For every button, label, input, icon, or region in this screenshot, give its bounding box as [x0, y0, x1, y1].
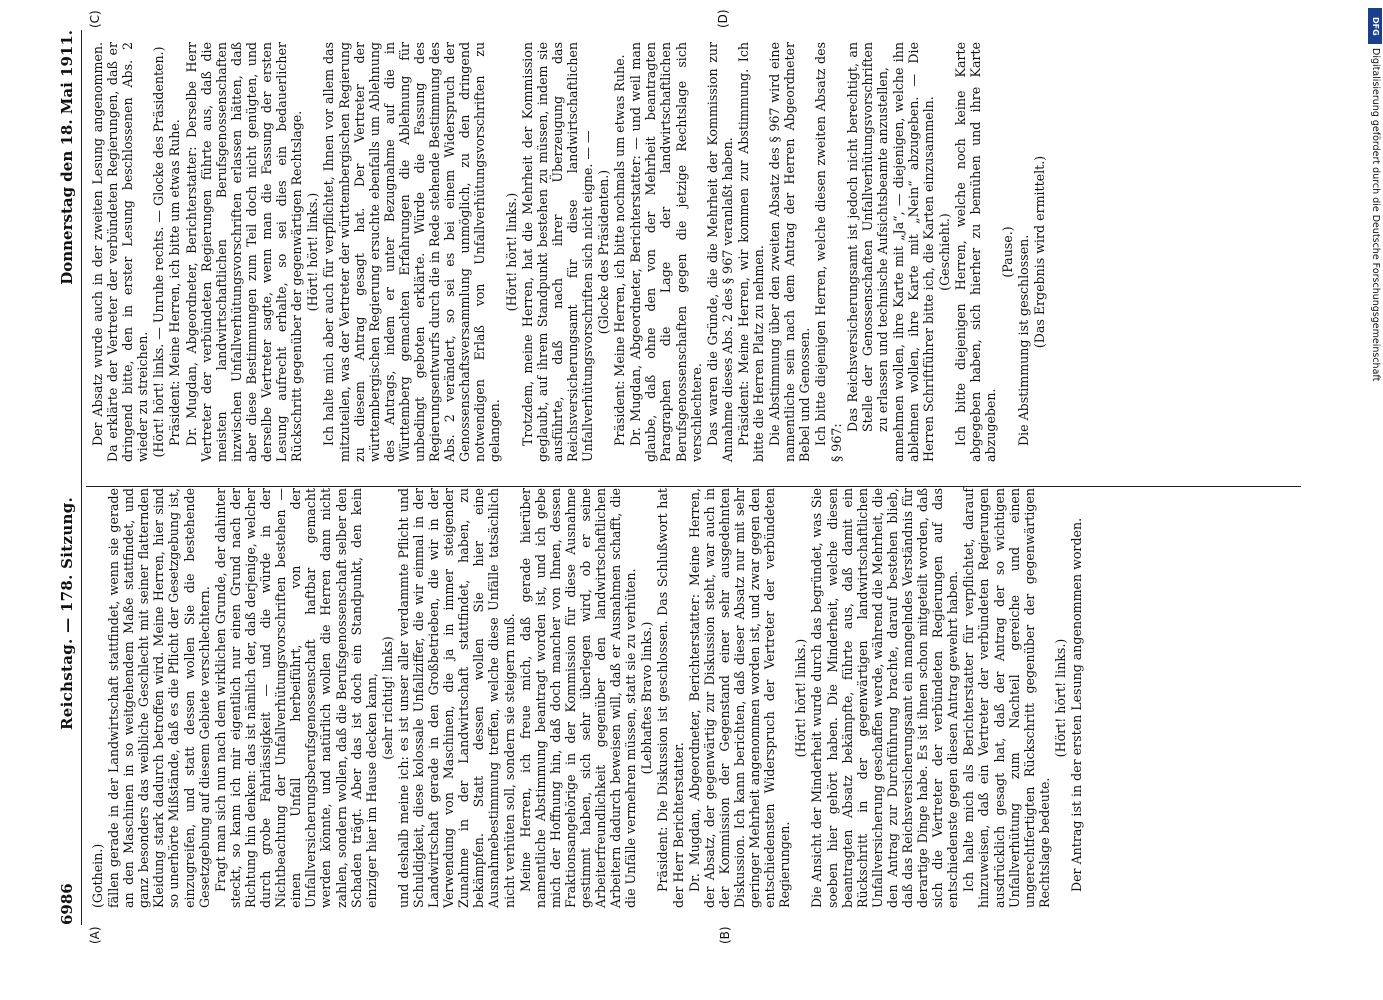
margin-mark-a: (A): [88, 926, 102, 944]
paragraph: Dr. Mugdan, Abgeordneter, Berichterstatter: — und weil man glaube, daß ohne den von der Mehrheit beantragten Paragraphen die Lage der landwirtschaftlichen Berufsgenossenschaften gegen die jetzige Rechtslage sich verschlechtere.: [628, 42, 704, 462]
paragraph: Dr. Mugdan, Abgeordneter, Berichterstatter: Derselbe Herr Vertreter der verbündeten Regierungen führte aus, daß die meisten landwirtschaftlichen Berufsgenossenschaften inzwischen Unfallverhütungsvorschriften erlassen hätten, daß aber diese Bestimmungen zum Teil doch nicht genügten, und derselbe Vertreter sagte, wenn man die Fassung der ersten Lesung aufrecht erhalte, so sei dies ein bedauerlicher Rückschritt gegenüber der gegenwärtigen Rechtslage.: [183, 42, 305, 462]
margin-mark-c: (C): [88, 10, 102, 28]
dfg-notice: [1368, 8, 1382, 768]
paragraph: fällen gerade in der Landwirtschaft stattfindet, wenn sie gerade an den Maschinen in so weitgehendem Maße stattfindet, und ganz besonders das weibliche Geschlecht mit seiner flatternden Kleidung stark dadurch betroffen wird. Meine Herren, hier sind so unerhörte Mißstände, daß es die Pflicht der Gesetzgebung ist, einzugreifen, und statt dessen wollen Sie die bestehende Gesetzgebung auf diesem Gebiete verschlechtern.: [106, 488, 212, 908]
header-rule: [81, 30, 82, 925]
president-remark: Präsident: Meine Herren, wir kommen zur Abstimmung. Ich bitte die Herren Platz zu nehmen.: [735, 42, 767, 462]
interjection: (Glocke des Präsidenten.): [596, 169, 612, 335]
margin-mark-b: (B): [718, 926, 732, 944]
interjection: (sehr richtig! links): [379, 636, 395, 760]
president-remark: Präsident: Meine Herren, ich bitte nochmals um etwas Ruhe.: [612, 54, 628, 446]
interjection: (Pause.): [999, 226, 1015, 278]
paragraph: Meine Herren, ich freue mich, daß gerade hierüber namentliche Abstimmung beantragt worden ist, und ich gebe mich der Hoffnung hin, daß doch mancher von Ihnen, dessen Fraktionsangehörige in der Kommission für diese Ausnahme gestimmt haben, sich sehr überlegen wird, ob er seine Arbeiterfreundlichkeit gegenüber den landwirtschaftlichen Arbeitern dadurch beweisen will, daß er Ausnahmen schafft, die die Unfälle vermehren müssen, statt sie zu verhüten.: [517, 488, 639, 908]
running-head: [58, 30, 80, 925]
quoted-text: Das Reichsversicherungsamt ist jedoch nicht berechtigt, an Stelle der Genossenschaften Unfallverhütungsvorschriften zu erlassen und technische Aufsichtsbeamte anzustellen,: [844, 42, 890, 432]
paragraph: Der Absatz wurde auch in der zweiten Lesung angenommen. Da erklärte der Vertreter der verbündeten Regierungen, daß er dringend bitte, den in erster Lesung beschlossenen Abs. 2 wieder zu streichen.: [90, 42, 151, 462]
margin-mark-d: (D): [716, 9, 730, 28]
paragraph: Dr. Mugdan, Abgeordneter, Berichterstatter: Meine Herren, der Absatz, der gegenwärtig zur Diskussion steht, war auch in der Kommission der Gegenstand einer sehr ausgedehnten Diskussion. Ich kann berichten, daß dieser Absatz nur mit sehr geringer Mehrheit angenommen worden ist, und zwar gegen den entschiedensten Widerspruch der Vertreter der verbündeten Regierungen.: [686, 488, 793, 908]
paragraph: Die Abstimmung über den zweiten Absatz des § 967 wird eine namentliche sein nach dem Antrag der Herren Abgeordneter Bebel und Genossen.: [767, 42, 813, 462]
interjection: (Hört! hört! links.): [1052, 638, 1068, 758]
interjection: (Hört! hört! links.): [793, 638, 809, 758]
interjection: (Das Ergebnis wird ermittelt.): [1031, 155, 1047, 349]
paragraph: annehmen wollen, ihre Karte mit „Ja“, — diejenigen, welche ihn ablehnen wollen, ihre Karte mit „Nein“ abzugeben. — Die Herren Schriftführer bitte ich, die Karten einzusammeln.: [890, 42, 937, 462]
interjection: (Geschieht.): [937, 213, 953, 291]
column-rule: [86, 486, 1301, 487]
paragraph: Trotzdem, meine Herren, hat die Mehrheit der Kommission geglaubt, auf ihrem Standpunkt bestehen zu müssen, indem sie ausführte, daß nach ihrer Überzeugung das Reichsversicherungsamt für diese landwirtschaftlichen Unfallverhütungsvorschriften sich nicht eigne. — —: [519, 42, 595, 462]
left-column: [90, 488, 1085, 908]
paragraph: Das waren die Gründe, die die Mehrheit der Kommission zur Annahme dieses Abs. 2 des § 967 veranlaßt haben.: [704, 42, 735, 462]
paragraph: Die Abstimmung ist geschlossen.: [1015, 234, 1031, 446]
president-remark: Präsident: Die Diskussion ist geschlossen. Das Schlußwort hat der Herr Berichterstatter.: [655, 488, 686, 908]
paragraph: Ich halte mich aber auch für verpflichtet, Ihnen vor allem das mitzuteilen, was der Vertreter der württembergischen Regierung zu diesem Antrag gesagt hat. Der Vertreter der württembergischen Regierung ersuchte ebenfalls um Ablehnung des Antrags, indem er unter Bezugnahme auf die in Württemberg gemachten Erfahrungen die Ablehnung für unbedingt geboten erklärte. Würde die Fassung des Regierungsentwurfs durch die in Rede stehende Bestimmung des Abs. 2 verändert, so sei es bei einem Widerspruch der Genossenschaftsversammlung unmöglich, zu den dringend notwendigen Erlaß von Unfallverhütungsvorschriften zu gelangen.: [321, 42, 503, 462]
interjection: (Lebhaftes Bravo links.): [639, 621, 655, 775]
session-title: Reichstag. — 178. Sitzung.: [58, 496, 76, 730]
dfg-notice-text: Digitalisierung gefördert durch die Deutsche Forschungsgemeinschaft: [1370, 48, 1381, 382]
page-number: 6986: [58, 883, 76, 925]
paragraph: Die Ansicht der Minderheit wurde durch das begründet, was Sie soeben hier gehört haben. Die Minderheit, welche diesen beantragten Absatz bekämpfte, führte aus, daß damit ein Rückschritt in der gegenwärtigen landwirtschaftlichen Unfallversicherung geschaffen werde, während die Mehrheit, die den Antrag zur Durchführung brachte, darauf bestehen blieb, daß das Reichsversicherungsamt ein mangelndes Verständnis für derartige Dinge habe. Es ist ihnen schon mitgeteilt worden, daß sich die Vertreter der verbündeten Regierungen auf das entschiedenste gegen diesen Antrag gewehrt haben.: [809, 488, 961, 908]
paragraph: Ich halte mich als Berichterstatter für verpflichtet, darauf hinzuweisen, daß ein Vertreter der verbündeten Regierungen ausdrücklich gesagt hat, daß der Antrag der so wichtigen Unfallverhütung zum Nachteil gereiche und einen ungerechtfertigten Rückschritt gegenüber der gegenwärtigen Rechtslage bedeute.: [961, 488, 1052, 908]
interjection: (Hört! hört! links.): [503, 192, 519, 312]
paragraph: Ich bitte diejenigen Herren, welche diesen zweiten Absatz des § 967:: [813, 42, 844, 462]
president-remark: Präsident: Meine Herren, ich bitte um etwas Ruhe.: [167, 119, 183, 446]
paragraph: Der Antrag ist in der ersten Lesung angenommen worden.: [1069, 517, 1084, 892]
paragraph: Fragt man sich nun nach dem wirklichen Grunde, der dahinter steckt, so kann ich mir eigentlich nur einen Grund nach der Richtung hin denken: das ist nämlich der, daß derjenige, welcher durch grobe Fahrlässigkeit — und die würde in der Nichtbeachtung der Unfallverhütungsvorschriften bestehen — einen Unfall herbeiführt, von der Unfallversicherungsberufsgenossenschaft haftbar gemacht werden könnte, und natürlich wollen die Herren dann nicht zahlen, sondern wollen, daß die Berufsgenossenschaft selber den Schaden trägt. Aber das ist doch ein Standpunkt, den kein einziger hier im Hause decken kann,: [212, 488, 379, 908]
paragraph: und deshalb meine ich: es ist unser aller verdammte Pflicht und Schuldigkeit, diese kolossale Unfallziffer, die wir einmal in der Landwirtschaft gerade in den Großbetrieben, die wir in der Verwendung von Maschinen, die ja in immer steigender Zunahme in der Landwirtschaft stattfindet, haben, zu bekämpfen. Statt dessen wollen Sie hier eine Ausnahmebestimmung treffen, welche diese Unfälle tatsächlich nicht verhüten soll, sondern sie steigern muß.: [395, 488, 517, 908]
speaker-note: (Gothein.): [90, 843, 105, 908]
interjection: (Hört! hört! links.): [305, 192, 321, 312]
dfg-logo: DFG: [1368, 8, 1382, 44]
right-column: [90, 42, 1048, 462]
paragraph: Ich bitte diejenigen Herren, welche noch keine Karte abgegeben haben, sich hierher zu bemühen und ihre Karte abzugeben.: [953, 42, 999, 462]
session-date: Donnerstag den 18. Mai 1911.: [58, 30, 76, 285]
interjection: (Hört! hört! links. — Unruhe rechts. — Glocke des Präsidenten.): [151, 46, 167, 458]
